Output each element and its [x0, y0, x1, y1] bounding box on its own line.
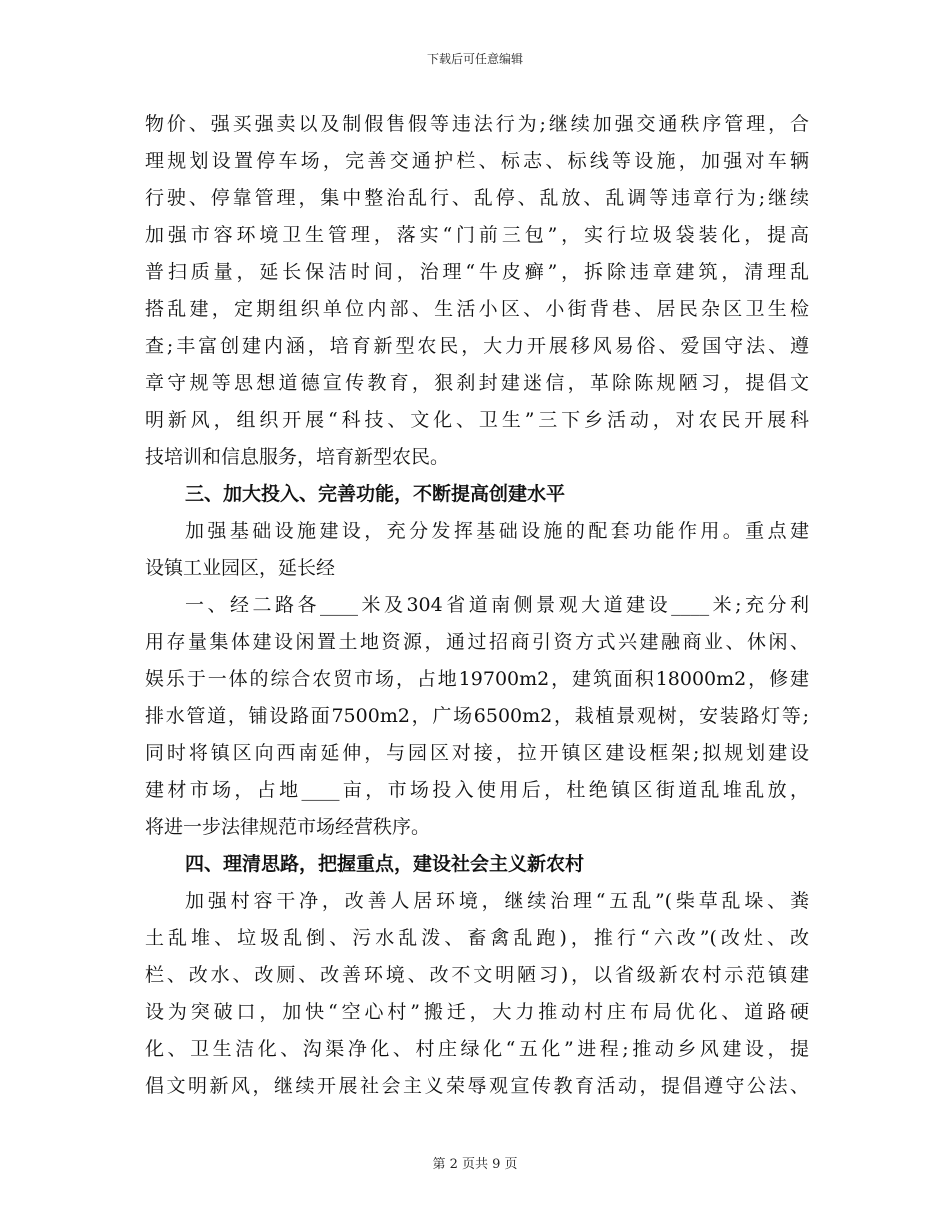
text-line: 排水管道，铺设路面7500m2，广场6500m2，栽植景观树，安装路灯等;: [145, 705, 809, 727]
text-line: 加强基础设施建设，充分发挥基础设施的配套功能作用。重点建: [185, 520, 809, 542]
text-line: 明新风，组织开展“科技、文化、卫生”三下乡活动，对农民开展科: [145, 409, 809, 431]
text-line: 物价、强买强卖以及制假售假等违法行为;继续加强交通秩序管理，合: [145, 113, 809, 135]
section-heading: 四、理清思路，把握重点，建设社会主义新农村: [185, 853, 585, 875]
text-line: 土乱堆、垃圾乱倒、污水乱泼、畜禽乱跑)，推行“六改”(改灶、改: [145, 927, 809, 949]
page-header: 下载后可任意编辑: [426, 52, 523, 66]
text-line: 加强村容干净，改善人居环境，继续治理“五乱”(柴草乱垛、粪: [185, 890, 809, 912]
text-line: 栏、改水、改厕、改善环境、改不文明陋习)，以省级新农村示范镇建: [145, 964, 809, 986]
text-line: 理规划设置停车场，完善交通护栏、标志、标线等设施，加强对车辆: [145, 150, 809, 172]
text-line: 将进一步法律规范市场经营秩序。: [145, 816, 431, 838]
text-line: 行驶、停靠管理，集中整治乱行、乱停、乱放、乱调等违章行为;继续: [145, 187, 809, 209]
section-heading: 三、加大投入、完善功能，不断提高创建水平: [185, 483, 566, 505]
text-line: 设镇工业园区，延长经: [145, 557, 336, 579]
page-footer: 第 2 页共 9 页: [432, 1157, 518, 1172]
text-line: 普扫质量，延长保洁时间，治理“牛皮癣”，拆除违章建筑，清理乱: [145, 261, 809, 283]
text-line: 搭乱建，定期组织单位内部、生活小区、小街背巷、居民杂区卫生检: [145, 298, 809, 320]
text-line: 加强市容环境卫生管理，落实“门前三包”，实行垃圾袋装化，提高: [145, 224, 809, 246]
text-line: 一、经二路各____米及304省道南侧景观大道建设____米;充分利: [185, 594, 809, 616]
text-line: 用存量集体建设闲置土地资源，通过招商引资方式兴建融商业、休闲、: [145, 631, 809, 653]
document-body: [145, 106, 809, 1105]
text-line: 技培训和信息服务，培育新型农民。: [145, 446, 450, 468]
text-line: 章守规等思想道德宣传教育，狠刹封建迷信，革除陈规陋习，提倡文: [145, 372, 809, 394]
text-line: 化、卫生洁化、沟渠净化、村庄绿化“五化”进程;推动乡风建设，提: [145, 1038, 809, 1060]
text-line: 建材市场，占地____亩，市场投入使用后，杜绝镇区街道乱堆乱放，: [145, 779, 809, 801]
text-line: 娱乐于一体的综合农贸市场，占地19700m2，建筑面积18000m2，修建: [145, 668, 809, 690]
text-line: 查;丰富创建内涵，培育新型农民，大力开展移风易俗、爱国守法、遵: [145, 335, 809, 357]
text-line: 倡文明新风，继续开展社会主义荣辱观宣传教育活动，提倡遵守公法、: [145, 1075, 809, 1097]
text-line: 设为突破口，加快“空心村”搬迁，大力推动村庄布局优化、道路硬: [145, 1001, 809, 1023]
text-line: 同时将镇区向西南延伸，与园区对接，拉开镇区建设框架;拟规划建设: [145, 742, 809, 764]
